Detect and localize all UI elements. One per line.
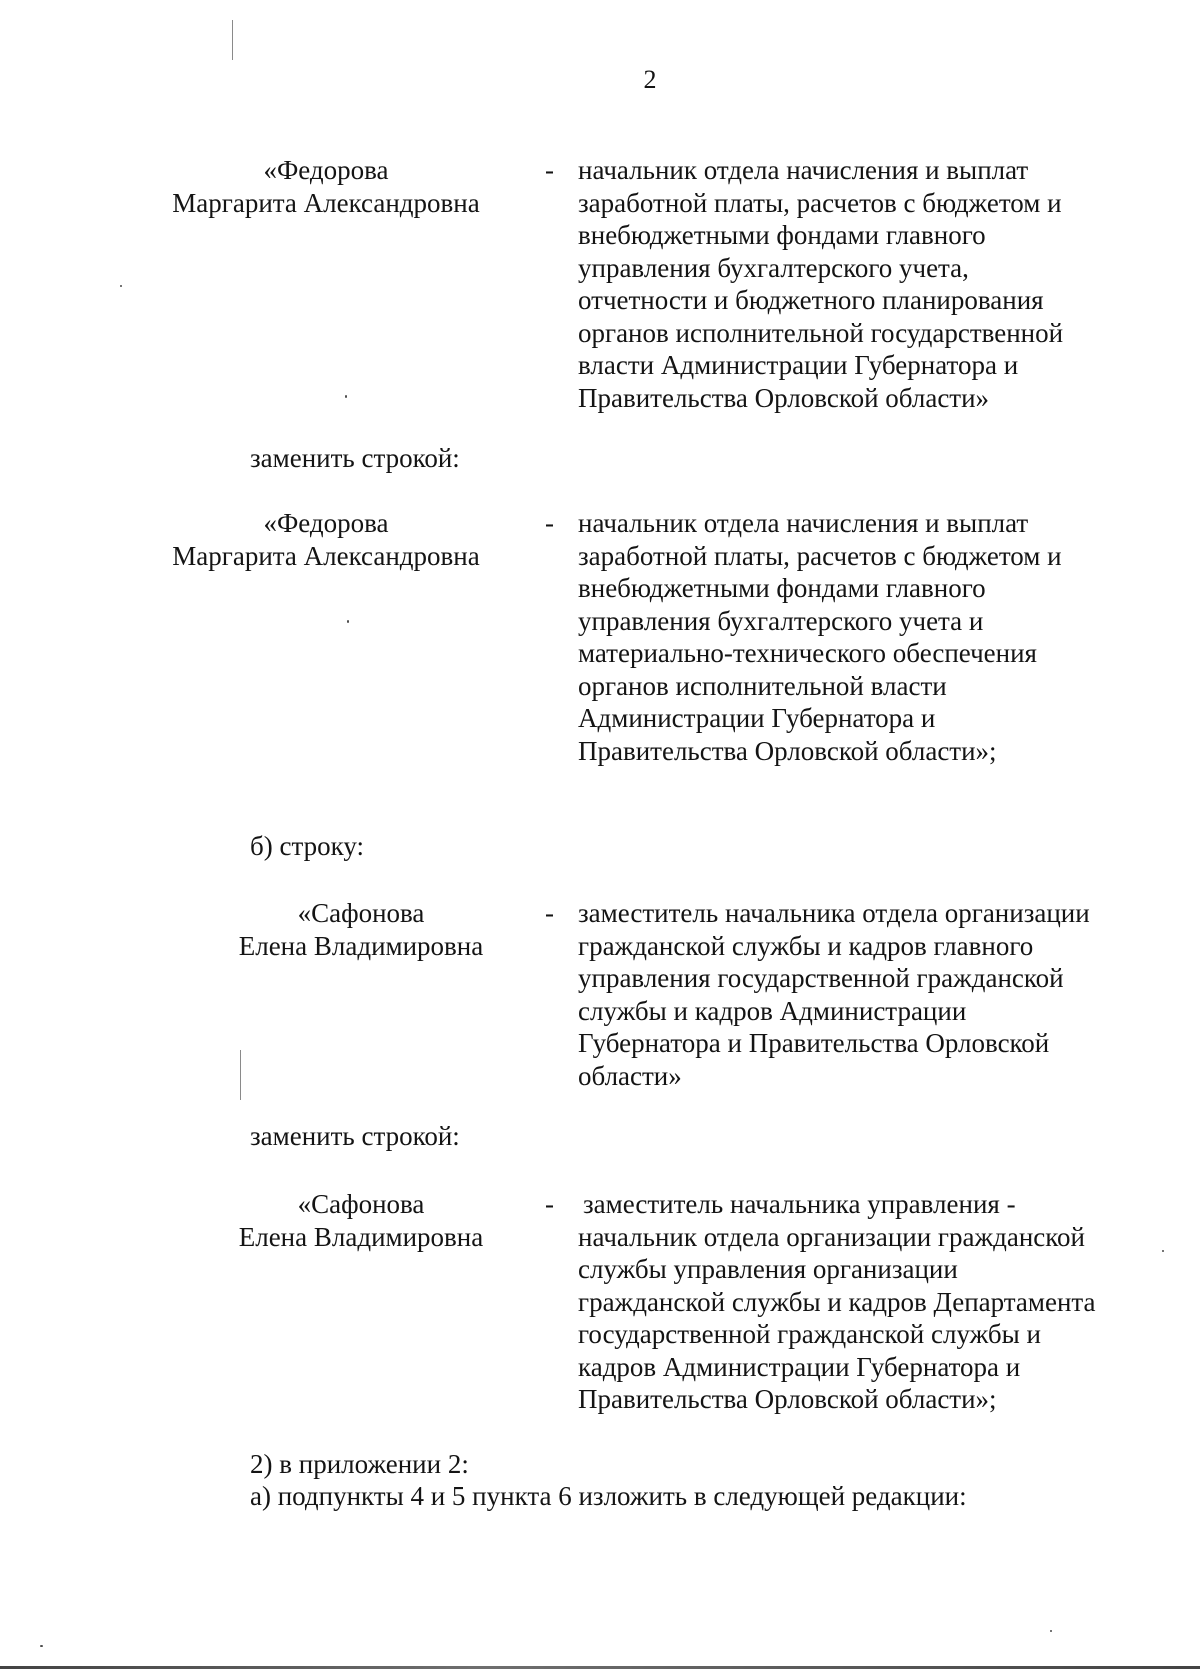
description-line: Правительства Орловской области»; bbox=[578, 735, 997, 766]
scan-speck bbox=[1050, 1630, 1052, 1632]
dash-separator: - bbox=[545, 898, 554, 928]
description-line: отчетности и бюджетного планирования bbox=[578, 285, 1044, 315]
description-line: внебюджетными фондами главного bbox=[578, 573, 986, 603]
description-line: Администрации Губернатора и bbox=[578, 703, 936, 733]
description-line: управления бухгалтерского учета, bbox=[578, 252, 969, 283]
description-line: государственной гражданской службы и bbox=[578, 1319, 1041, 1349]
scan-artifact bbox=[232, 20, 233, 60]
replace-instruction: заменить строкой: bbox=[250, 443, 460, 473]
description-line: начальник отдела организации гражданской bbox=[578, 1221, 1085, 1252]
description-line: внебюджетными фондами главного bbox=[578, 220, 986, 250]
description-line: материально-технического обеспечения bbox=[578, 638, 1037, 668]
description-line: Правительства Орловской области»; bbox=[578, 1384, 997, 1414]
description-line: начальник отдела начисления и выплат bbox=[578, 155, 1029, 185]
item-a-instruction: а) подпункты 4 и 5 пункта 6 изложить в следующей редакции: bbox=[250, 1481, 967, 1511]
person-name bbox=[150, 154, 502, 219]
description-line: области» bbox=[578, 1060, 682, 1091]
position-description bbox=[578, 1188, 1138, 1416]
description-line: заработной платы, расчетов с бюджетом и bbox=[578, 540, 1062, 571]
surname: «Федорова bbox=[263, 508, 389, 538]
given-names: Елена Владимировна bbox=[238, 1221, 484, 1252]
surname: «Сафонова bbox=[297, 898, 425, 928]
given-names: Маргарита Александровна bbox=[172, 540, 480, 571]
description-line: заместитель начальника управления - bbox=[583, 1189, 1016, 1219]
person-name bbox=[185, 897, 537, 962]
description-line: заместитель начальника отдела организации bbox=[578, 898, 1090, 928]
description-line: начальник отдела начисления и выплат bbox=[578, 508, 1029, 538]
dash-separator: - bbox=[545, 508, 554, 538]
item-b-heading: б) строку: bbox=[250, 831, 364, 861]
scan-speck bbox=[345, 395, 347, 398]
description-line: гражданской службы и кадров Департамента bbox=[578, 1286, 1096, 1317]
scan-artifact bbox=[240, 1050, 241, 1100]
dash-separator: - bbox=[545, 155, 554, 185]
scan-speck bbox=[120, 285, 122, 287]
position-description bbox=[578, 507, 1138, 767]
surname: «Федорова bbox=[263, 155, 389, 185]
given-names: Маргарита Александровна bbox=[172, 187, 480, 218]
description-line: Правительства Орловской области» bbox=[578, 382, 990, 413]
page-number: 2 bbox=[643, 65, 657, 94]
scan-speck bbox=[347, 620, 349, 623]
position-description bbox=[578, 154, 1138, 414]
appendix-heading: 2) в приложении 2: bbox=[250, 1449, 469, 1479]
description-line: власти Администрации Губернатора и bbox=[578, 350, 1019, 380]
description-line: службы управления организации bbox=[578, 1254, 958, 1284]
description-line: органов исполнительной власти bbox=[578, 670, 947, 701]
description-line: управления государственной гражданской bbox=[578, 963, 1064, 993]
given-names: Елена Владимировна bbox=[238, 930, 484, 961]
scan-speck bbox=[1162, 1250, 1164, 1252]
person-name bbox=[150, 507, 502, 572]
scan-bottom-edge bbox=[0, 1666, 1200, 1669]
surname: «Сафонова bbox=[297, 1189, 425, 1219]
description-line: Губернатора и Правительства Орловской bbox=[578, 1028, 1050, 1058]
description-line: службы и кадров Администрации bbox=[578, 995, 967, 1026]
dash-separator: - bbox=[545, 1189, 554, 1219]
description-line: гражданской службы и кадров главного bbox=[578, 930, 1034, 961]
description-line: заработной платы, расчетов с бюджетом и bbox=[578, 187, 1062, 218]
scan-speck bbox=[40, 1645, 43, 1647]
position-description bbox=[578, 897, 1138, 1092]
description-line: органов исполнительной государственной bbox=[578, 317, 1064, 348]
person-name bbox=[185, 1188, 537, 1253]
replace-instruction: заменить строкой: bbox=[250, 1121, 460, 1151]
description-line: управления бухгалтерского учета и bbox=[578, 605, 984, 636]
description-line: кадров Администрации Губернатора и bbox=[578, 1351, 1021, 1382]
